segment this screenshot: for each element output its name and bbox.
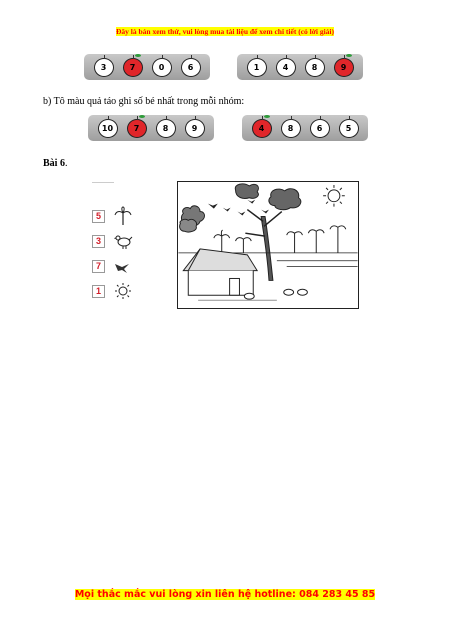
preview-notice-text: Đây là bản xem thử, vui lòng mua tài liệu để xem chi tiết (có lời giải): [115, 27, 335, 36]
exercise-title: [43, 158, 67, 169]
apple-number: 1: [253, 62, 260, 72]
apple: [339, 119, 359, 138]
apple-number: 9: [191, 123, 198, 133]
apple: [98, 119, 118, 138]
apple-number: 7: [133, 123, 140, 133]
apple: [152, 58, 172, 77]
apple-number: 3: [100, 62, 107, 72]
apple-number: 10: [101, 123, 114, 133]
apple-number: 4: [282, 62, 289, 72]
apple: [185, 119, 205, 138]
legend-row-palm: [92, 206, 133, 226]
apple-number: 9: [340, 62, 347, 72]
apple-number: 8: [311, 62, 318, 72]
apple-number: 6: [187, 62, 194, 72]
palm-tree-icon: [113, 206, 133, 226]
apple-number: 4: [258, 123, 265, 133]
count-box: [92, 260, 105, 273]
apple-number: 7: [129, 62, 136, 72]
apple-group-2b: [242, 115, 368, 141]
apple-number: 8: [287, 123, 294, 133]
apple-group-1a: [84, 54, 210, 80]
legend-row-bird: [92, 256, 133, 276]
apple: [310, 119, 330, 138]
exercise-label: Bài 6: [43, 158, 65, 169]
apple: [281, 119, 301, 138]
apple-colored: [252, 119, 272, 138]
apple-group-1b: [237, 54, 363, 80]
hotline-banner: [0, 589, 450, 600]
countryside-scene-illustration: [177, 181, 359, 309]
tree-trunk: [261, 216, 273, 280]
count-box: [92, 210, 105, 223]
house-drawing: [183, 249, 257, 295]
apple-number: 5: [345, 123, 352, 133]
divider: [92, 182, 114, 183]
count-number: 1: [95, 286, 101, 296]
question-b: b) Tô màu quả táo ghi số bé nhất trong mỗi nhóm:: [43, 96, 245, 107]
count-number: 7: [95, 261, 101, 271]
exercise-suffix: .: [64, 158, 68, 169]
apple: [247, 58, 267, 77]
legend-row-chicken: [92, 231, 133, 251]
apple: [305, 58, 325, 77]
chicken-icon: [113, 231, 133, 251]
count-number: 3: [95, 236, 101, 246]
apple: [276, 58, 296, 77]
apple-number: 8: [162, 123, 169, 133]
sun-icon: [113, 281, 133, 301]
apple-number: 0: [158, 62, 165, 72]
birds-drawing: [208, 200, 269, 216]
apple-colored: [127, 119, 147, 138]
apple-group-2a: [88, 115, 214, 141]
apple-number: 6: [316, 123, 323, 133]
legend-row-sun: [92, 281, 133, 301]
bird-icon: [113, 256, 133, 276]
count-number: 5: [95, 211, 101, 221]
apple-colored: [334, 58, 354, 77]
apple: [94, 58, 114, 77]
apple-colored: [123, 58, 143, 77]
apple: [181, 58, 201, 77]
count-box: [92, 285, 105, 298]
hotline-text: Mọi thắc mắc vui lòng xin liên hệ hotline: 084 283 45 85: [74, 589, 376, 600]
preview-notice-banner: [0, 27, 450, 36]
apple: [156, 119, 176, 138]
count-box: [92, 235, 105, 248]
sun-drawing: [323, 185, 345, 207]
